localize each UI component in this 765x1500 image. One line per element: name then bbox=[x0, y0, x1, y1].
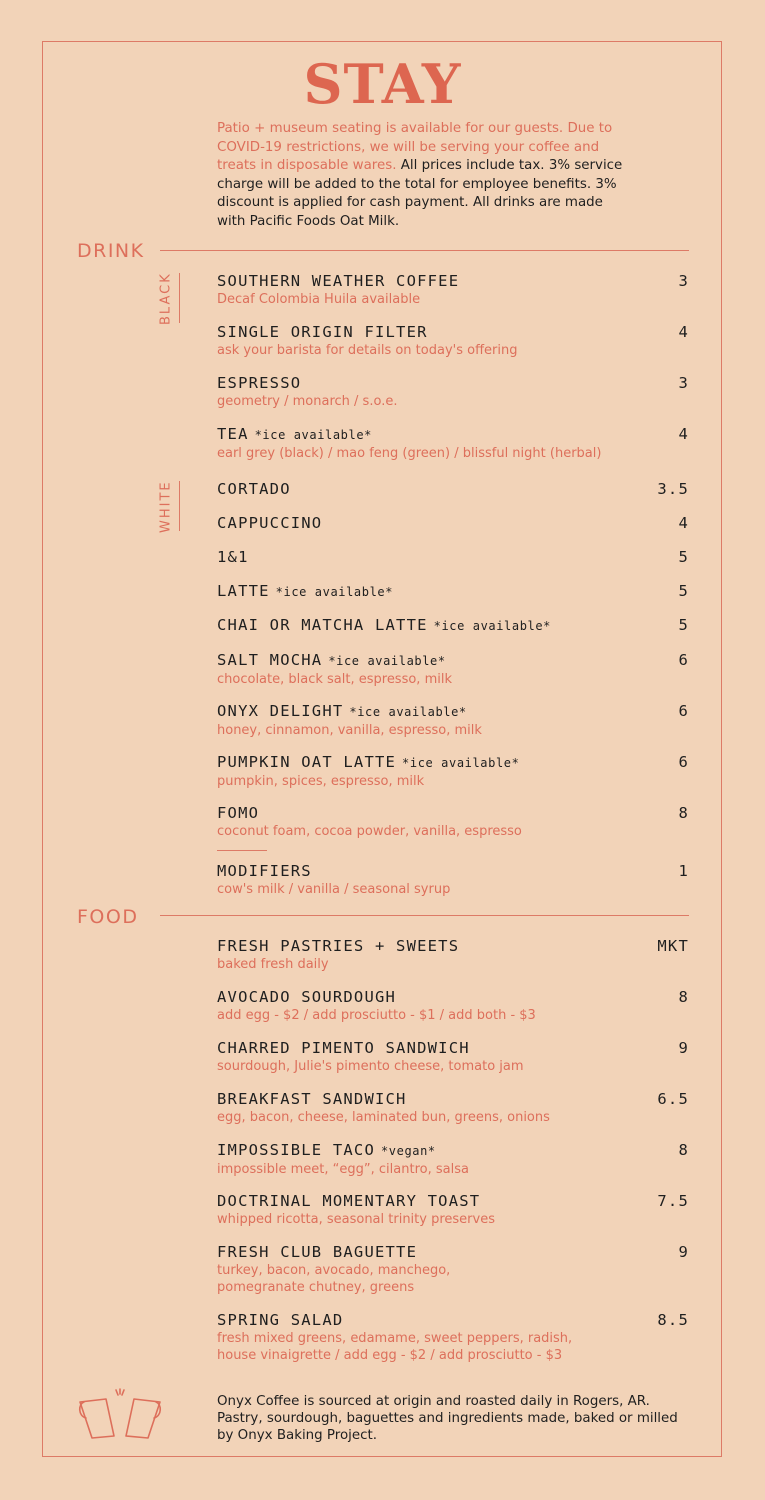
item-name-text: CORTADO bbox=[217, 480, 291, 498]
item-description: whipped ricotta, seasonal trinity preserves bbox=[217, 1212, 495, 1227]
item-name bbox=[217, 272, 689, 291]
menu-item bbox=[217, 1311, 689, 1364]
item-description: baked fresh daily bbox=[217, 957, 329, 972]
item-name-text: BREAKFAST SANDWICH bbox=[217, 1090, 407, 1108]
item-note: *ice available* bbox=[349, 705, 467, 719]
item-name bbox=[217, 988, 689, 1007]
item-name-text: AVOCADO SOURDOUGH bbox=[217, 988, 397, 1006]
item-description: add egg - $2 / add prosciutto - $1 / add both - $3 bbox=[217, 1008, 536, 1023]
item-name bbox=[217, 374, 689, 393]
menu-item bbox=[217, 1039, 689, 1075]
item-name bbox=[217, 480, 689, 499]
item-name bbox=[217, 804, 689, 823]
item-name-text: LATTE bbox=[217, 582, 270, 600]
item-name-text: FRESH CLUB BAGUETTE bbox=[217, 1243, 418, 1261]
item-description: fresh mixed greens, edamame, sweet peppers, radish, bbox=[217, 1331, 573, 1346]
item-name bbox=[217, 1141, 689, 1161]
item-price: 8 bbox=[678, 1141, 689, 1159]
item-name bbox=[217, 548, 689, 567]
item-description: impossible meet, “egg”, cilantro, salsa bbox=[217, 1162, 469, 1177]
item-description-line2: pomegranate chutney, greens bbox=[217, 1280, 415, 1295]
item-name bbox=[217, 651, 689, 671]
item-price: 6.5 bbox=[657, 1090, 689, 1108]
item-price: MKT bbox=[657, 937, 689, 955]
modifiers-divider bbox=[217, 850, 267, 851]
item-name bbox=[217, 702, 689, 722]
item-price: 3.5 bbox=[657, 480, 689, 498]
menu-item bbox=[217, 702, 689, 739]
item-price: 4 bbox=[678, 323, 689, 341]
coffee-cups-cheers-icon bbox=[76, 1388, 164, 1440]
item-name-text: TEA bbox=[217, 425, 249, 443]
menu-item bbox=[217, 1090, 689, 1126]
footer-text: Onyx Coffee is sourced at origin and roasted daily in Rogers, AR. Pastry, sourdough, baguettes and ingredients made, baked or milled by Onyx Baking Project. bbox=[217, 1394, 678, 1443]
item-price: 8.5 bbox=[657, 1311, 689, 1329]
item-name-text: SINGLE ORIGIN FILTER bbox=[217, 323, 428, 341]
menu-item bbox=[217, 480, 689, 499]
item-description: geometry / monarch / s.o.e. bbox=[217, 394, 398, 409]
menu-item bbox=[217, 988, 689, 1024]
menu-item-modifiers bbox=[217, 862, 689, 898]
item-description: sourdough, Julie's pimento cheese, tomato jam bbox=[217, 1059, 524, 1074]
item-description: coconut foam, cocoa powder, vanilla, espresso bbox=[217, 824, 522, 839]
item-name-text: FRESH PASTRIES + SWEETS bbox=[217, 937, 460, 955]
item-description: turkey, bacon, avocado, manchego, bbox=[217, 1263, 451, 1278]
item-description: chocolate, black salt, espresso, milk bbox=[217, 672, 452, 687]
item-name-text: MODIFIERS bbox=[217, 862, 312, 880]
item-name bbox=[217, 1311, 689, 1330]
item-name bbox=[217, 582, 689, 602]
item-note: *ice available* bbox=[254, 428, 372, 442]
item-note: *ice available* bbox=[275, 585, 394, 599]
item-description: cow's milk / vanilla / seasonal syrup bbox=[217, 882, 451, 897]
item-price: 9 bbox=[678, 1039, 689, 1057]
item-price: 3 bbox=[678, 272, 689, 290]
item-price: 5 bbox=[678, 616, 689, 634]
subsection-black-label: BLACK bbox=[158, 272, 174, 326]
menu-item bbox=[217, 753, 689, 790]
menu-item bbox=[217, 1192, 689, 1228]
item-name-text: CHAI OR MATCHA LATTE bbox=[217, 616, 428, 634]
item-price: 6 bbox=[678, 753, 689, 771]
intro-text bbox=[217, 120, 629, 231]
item-name-text: SOUTHERN WEATHER COFFEE bbox=[217, 272, 460, 290]
item-name-text: PUMPKIN OAT LATTE bbox=[217, 753, 397, 771]
item-note: *ice available* bbox=[328, 654, 446, 668]
item-name bbox=[217, 616, 689, 636]
item-price: 1 bbox=[678, 862, 689, 880]
page-title: STAY bbox=[303, 52, 462, 116]
item-name bbox=[217, 1090, 689, 1109]
item-note: *ice available* bbox=[433, 619, 552, 633]
item-name bbox=[217, 862, 689, 881]
item-description-line2: house vinaigrette / add egg - $2 / add prosciutto - $3 bbox=[217, 1348, 563, 1363]
intro-body: All prices include tax. 3% service charge will be added to the total for employee benefits. 3% discount is applied for cash payment. All drinks are made with Pacific Foods Oat Milk. bbox=[217, 158, 623, 229]
item-price: 7.5 bbox=[657, 1192, 689, 1210]
section-food-rule bbox=[160, 915, 689, 916]
item-description: pumpkin, spices, espresso, milk bbox=[217, 774, 425, 789]
item-price: 5 bbox=[678, 582, 689, 600]
item-name-text: DOCTRINAL MOMENTARY TOAST bbox=[217, 1192, 481, 1210]
menu-item bbox=[217, 548, 689, 567]
subsection-white-label: WHITE bbox=[158, 480, 174, 534]
item-price: 8 bbox=[678, 988, 689, 1006]
menu-item bbox=[217, 374, 689, 410]
subsection-white-bar bbox=[179, 481, 180, 531]
menu-item bbox=[217, 616, 689, 636]
item-name-text: IMPOSSIBLE TACO bbox=[217, 1141, 375, 1159]
item-price: 3 bbox=[678, 374, 689, 392]
item-name bbox=[217, 1192, 689, 1211]
section-drink-rule bbox=[160, 250, 689, 251]
item-description: egg, bacon, cheese, laminated bun, greens, onions bbox=[217, 1110, 550, 1125]
item-price: 4 bbox=[678, 425, 689, 443]
item-name-text: FOMO bbox=[217, 804, 260, 822]
item-note: *vegan* bbox=[380, 1144, 436, 1158]
item-note: *ice available* bbox=[402, 756, 520, 770]
menu-item bbox=[217, 582, 689, 602]
item-name-text: 1&1 bbox=[217, 548, 249, 566]
item-name bbox=[217, 1243, 689, 1262]
item-name bbox=[217, 1039, 689, 1058]
item-price: 6 bbox=[678, 702, 689, 720]
item-name bbox=[217, 425, 689, 445]
menu-item bbox=[217, 323, 689, 359]
item-name-text: SPRING SALAD bbox=[217, 1311, 344, 1329]
item-name-text: ONYX DELIGHT bbox=[217, 702, 344, 720]
menu-item bbox=[217, 514, 689, 533]
section-food-label: FOOD bbox=[77, 906, 139, 928]
item-description: Decaf Colombia Huila available bbox=[217, 292, 421, 307]
item-price: 5 bbox=[678, 548, 689, 566]
item-name bbox=[217, 753, 689, 773]
intro-highlight: Patio + museum seating is available for our guests. Due to COVID-19 restrictions, we will be serving your coffee and treats in disposable wares. bbox=[217, 121, 613, 173]
item-description: ask your barista for details on today's offering bbox=[217, 343, 518, 358]
section-drink-label: DRINK bbox=[77, 240, 145, 262]
item-name-text: SALT MOCHA bbox=[217, 651, 323, 669]
item-name-text: CAPPUCCINO bbox=[217, 514, 323, 532]
menu-item bbox=[217, 651, 689, 688]
item-price: 6 bbox=[678, 651, 689, 669]
item-name-text: ESPRESSO bbox=[217, 374, 302, 392]
item-description: earl grey (black) / mao feng (green) / blissful night (herbal) bbox=[217, 446, 602, 461]
menu-item bbox=[217, 425, 689, 462]
item-price: 4 bbox=[678, 514, 689, 532]
menu-item bbox=[217, 937, 689, 973]
menu-item bbox=[217, 804, 689, 840]
item-price: 8 bbox=[678, 804, 689, 822]
subsection-black-bar bbox=[179, 273, 180, 323]
item-name-text: CHARRED PIMENTO SANDWICH bbox=[217, 1039, 470, 1057]
item-name bbox=[217, 514, 689, 533]
menu-item bbox=[217, 1243, 689, 1296]
item-name bbox=[217, 937, 689, 956]
item-price: 9 bbox=[678, 1243, 689, 1261]
item-description: honey, cinnamon, vanilla, espresso, milk bbox=[217, 723, 482, 738]
menu-item bbox=[217, 272, 689, 308]
item-name bbox=[217, 323, 689, 342]
menu-item bbox=[217, 1141, 689, 1178]
